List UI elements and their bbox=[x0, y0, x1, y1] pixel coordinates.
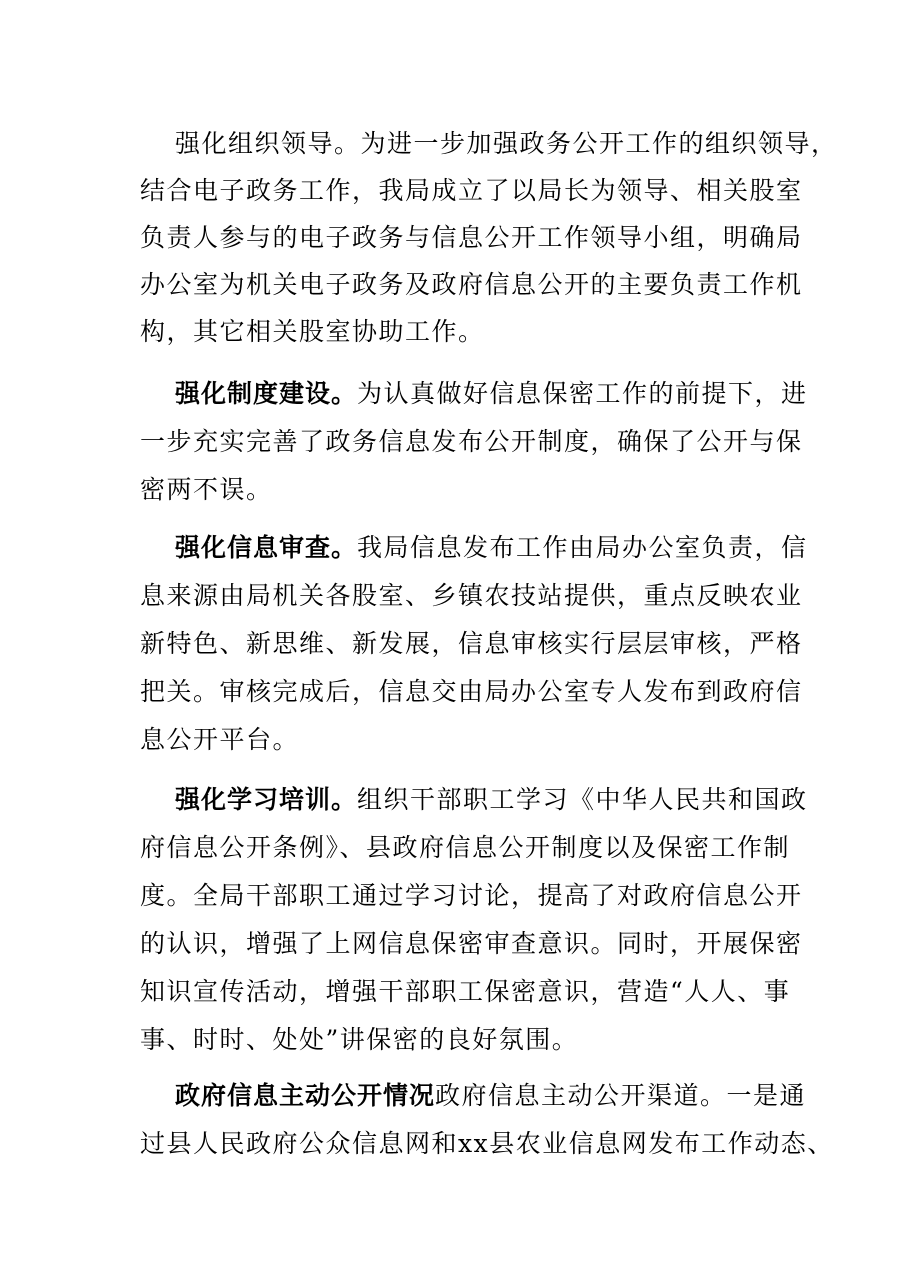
text-line bbox=[175, 370, 808, 418]
text-line bbox=[140, 716, 299, 764]
text-line bbox=[140, 214, 803, 262]
line-text: 息来源由局机关各股室、乡镇农技站提供，重点反映农业 bbox=[140, 581, 803, 610]
paragraph-heading: 强化制度建设。 bbox=[175, 379, 358, 408]
text-line bbox=[175, 1072, 806, 1120]
line-text: 构，其它相关股室协助工作。 bbox=[140, 317, 485, 346]
text-line bbox=[140, 418, 803, 466]
text-line bbox=[175, 120, 838, 168]
line-text: 密两不误。 bbox=[140, 475, 273, 504]
line-text: 一步充实完善了政务信息发布公开制度，确保了公开与保 bbox=[140, 427, 803, 456]
line-text: 新特色、新思维、新发展，信息审核实行层层审核，严格 bbox=[140, 629, 803, 658]
text-line bbox=[140, 167, 803, 215]
line-text: 知识宣传活动，增强干部职工保密意识，营造“人人、事 bbox=[140, 977, 791, 1006]
line-text: 过县人民政府公众信息网和xx县农业信息网发布工作动态、 bbox=[140, 1129, 834, 1158]
line-text: 息公开平台。 bbox=[140, 725, 300, 754]
line-text: 度。全局干部职工通过学习讨论，提高了对政府信息公开 bbox=[140, 881, 803, 910]
text-line bbox=[140, 620, 803, 668]
text-line bbox=[140, 261, 803, 309]
paragraph-heading: 政府信息主动公开情况 bbox=[175, 1081, 436, 1110]
text-line bbox=[140, 920, 803, 968]
text-line bbox=[140, 872, 803, 920]
line-text: 组织干部职工学习《中华人民共和国政 bbox=[357, 785, 808, 814]
text-line bbox=[140, 466, 273, 514]
line-text: 负责人参与的电子政务与信息公开工作领导小组，明确局 bbox=[140, 223, 803, 252]
text-line bbox=[140, 1120, 834, 1168]
text-line bbox=[175, 776, 808, 824]
text-line bbox=[140, 308, 485, 356]
line-text: 把关。审核完成后，信息交由局办公室专人发布到政府信 bbox=[140, 677, 803, 706]
line-text: 我局信息发布工作由局办公室负责，信 bbox=[357, 533, 808, 562]
line-text: 事、时时、处处”讲保密的良好氛围。 bbox=[140, 1025, 579, 1054]
line-text: 结合电子政务工作，我局成立了以局长为领导、相关股室 bbox=[140, 176, 803, 205]
line-text: 的认识，增强了上网信息保密审查意识。同时，开展保密 bbox=[140, 929, 803, 958]
text-line bbox=[175, 524, 808, 572]
paragraph-heading: 强化信息审查。 bbox=[175, 533, 358, 562]
paragraph-heading: 强化学习培训。 bbox=[175, 785, 358, 814]
line-text: 府信息公开条例》、县政府信息公开制度以及保密工作制 bbox=[140, 833, 791, 862]
text-line bbox=[140, 1016, 578, 1064]
line-text: 办公室为机关电子政务及政府信息公开的主要负责工作机 bbox=[140, 270, 803, 299]
text-line bbox=[140, 572, 803, 620]
text-line bbox=[140, 968, 790, 1016]
line-text: 为认真做好信息保密工作的前提下，进 bbox=[357, 379, 808, 408]
text-line bbox=[140, 668, 803, 716]
text-line bbox=[140, 824, 790, 872]
line-text: 政府信息主动公开渠道。一是通 bbox=[435, 1081, 807, 1110]
line-text: 强化组织领导。为进一步加强政务公开工作的组织领导， bbox=[175, 129, 838, 158]
